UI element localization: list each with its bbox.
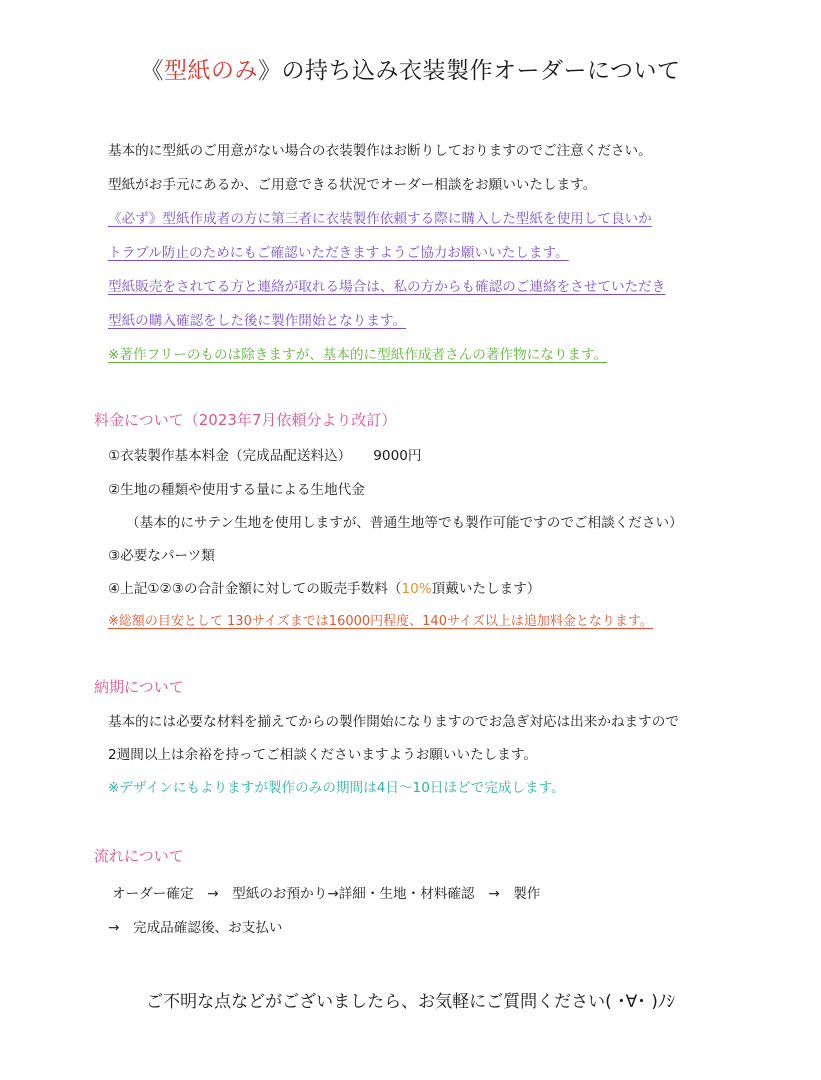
flow-heading: 流れについて <box>94 847 184 865</box>
price-item-4 <box>108 580 540 598</box>
delivery-note: ※デザインにもよりますが製作のみの期間は4日〜10日ほどで完成します。 <box>108 780 565 796</box>
price-item-1 <box>108 447 421 465</box>
commission-percent: 10% <box>401 581 432 597</box>
title-rest: 》の持ち込み衣装製作オーダーについて <box>257 58 681 84</box>
notice-line-4: 型紙の購入確認をした後に製作開始となります。 <box>108 313 406 329</box>
price-item-4-pre: ④上記①②③の合計金額に対しての販売手数料（ <box>108 581 402 597</box>
price-item-4-post: 頂戴いたします） <box>431 581 541 597</box>
closing-message: ご不明な点などがございましたら、お気軽にご質問ください( ･∀･ )ﾉｼ <box>146 992 675 1012</box>
intro-line-1: 基本的に型紙のご用意がない場合の衣装製作はお断りしておりますのでご注意ください。 <box>108 143 652 159</box>
notice-line-1: 《必ず》型紙作成者の方に第三者に衣装製作依頼する際に購入した型紙を使用して良いか <box>108 211 652 227</box>
title-highlight: 型紙のみ <box>163 58 258 84</box>
flow-line-2: → 完成品確認後、お支払い <box>108 920 283 936</box>
notice-line-2: トラブル防止のためにもご確認いただきますようご協力お願いいたします。 <box>108 245 569 261</box>
price-item-2-note: （基本的にサテン生地を使用しますが、普通生地等でも製作可能ですのでご相談ください） <box>126 515 683 531</box>
notice-line-3: 型紙販売をされてる方と連絡が取れる場合は、私の方からも確認のご連絡をさせていただき <box>108 279 666 295</box>
delivery-line-2: 2週間以上は余裕を持ってご相談くださいますようお願いいたします。 <box>108 747 537 763</box>
page-title <box>0 52 821 85</box>
flow-line-1: オーダー確定 → 型紙のお預かり→詳細・生地・材料確認 → 製作 <box>112 886 541 902</box>
delivery-heading: 納期について <box>94 678 184 696</box>
copyright-note: ※著作フリーのものは除きますが、基本的に型紙作成者さんの著作物になります。 <box>108 347 608 363</box>
pricing-note: ※総額の目安として 130サイズまでは16000円程度、140サイズ以上は追加料金となります。 <box>108 614 653 629</box>
pricing-heading: 料金について（2023年7月依頼分より改訂） <box>94 411 397 429</box>
delivery-line-1: 基本的には必要な材料を揃えてからの製作開始になりますのでお急ぎ対応は出来かねますので <box>108 714 679 730</box>
price-item-1-label: ①衣装製作基本料金（完成品配送料込） <box>108 448 352 464</box>
intro-line-2: 型紙がお手元にあるか、ご用意できる状況でオーダー相談をお願いいたします。 <box>108 177 597 193</box>
price-item-1-amount: 9000円 <box>373 448 422 464</box>
price-item-3: ③必要なパーツ類 <box>108 548 215 564</box>
title-open: 《 <box>140 58 164 84</box>
price-item-2: ②生地の種類や使用する量による生地代金 <box>108 482 365 498</box>
